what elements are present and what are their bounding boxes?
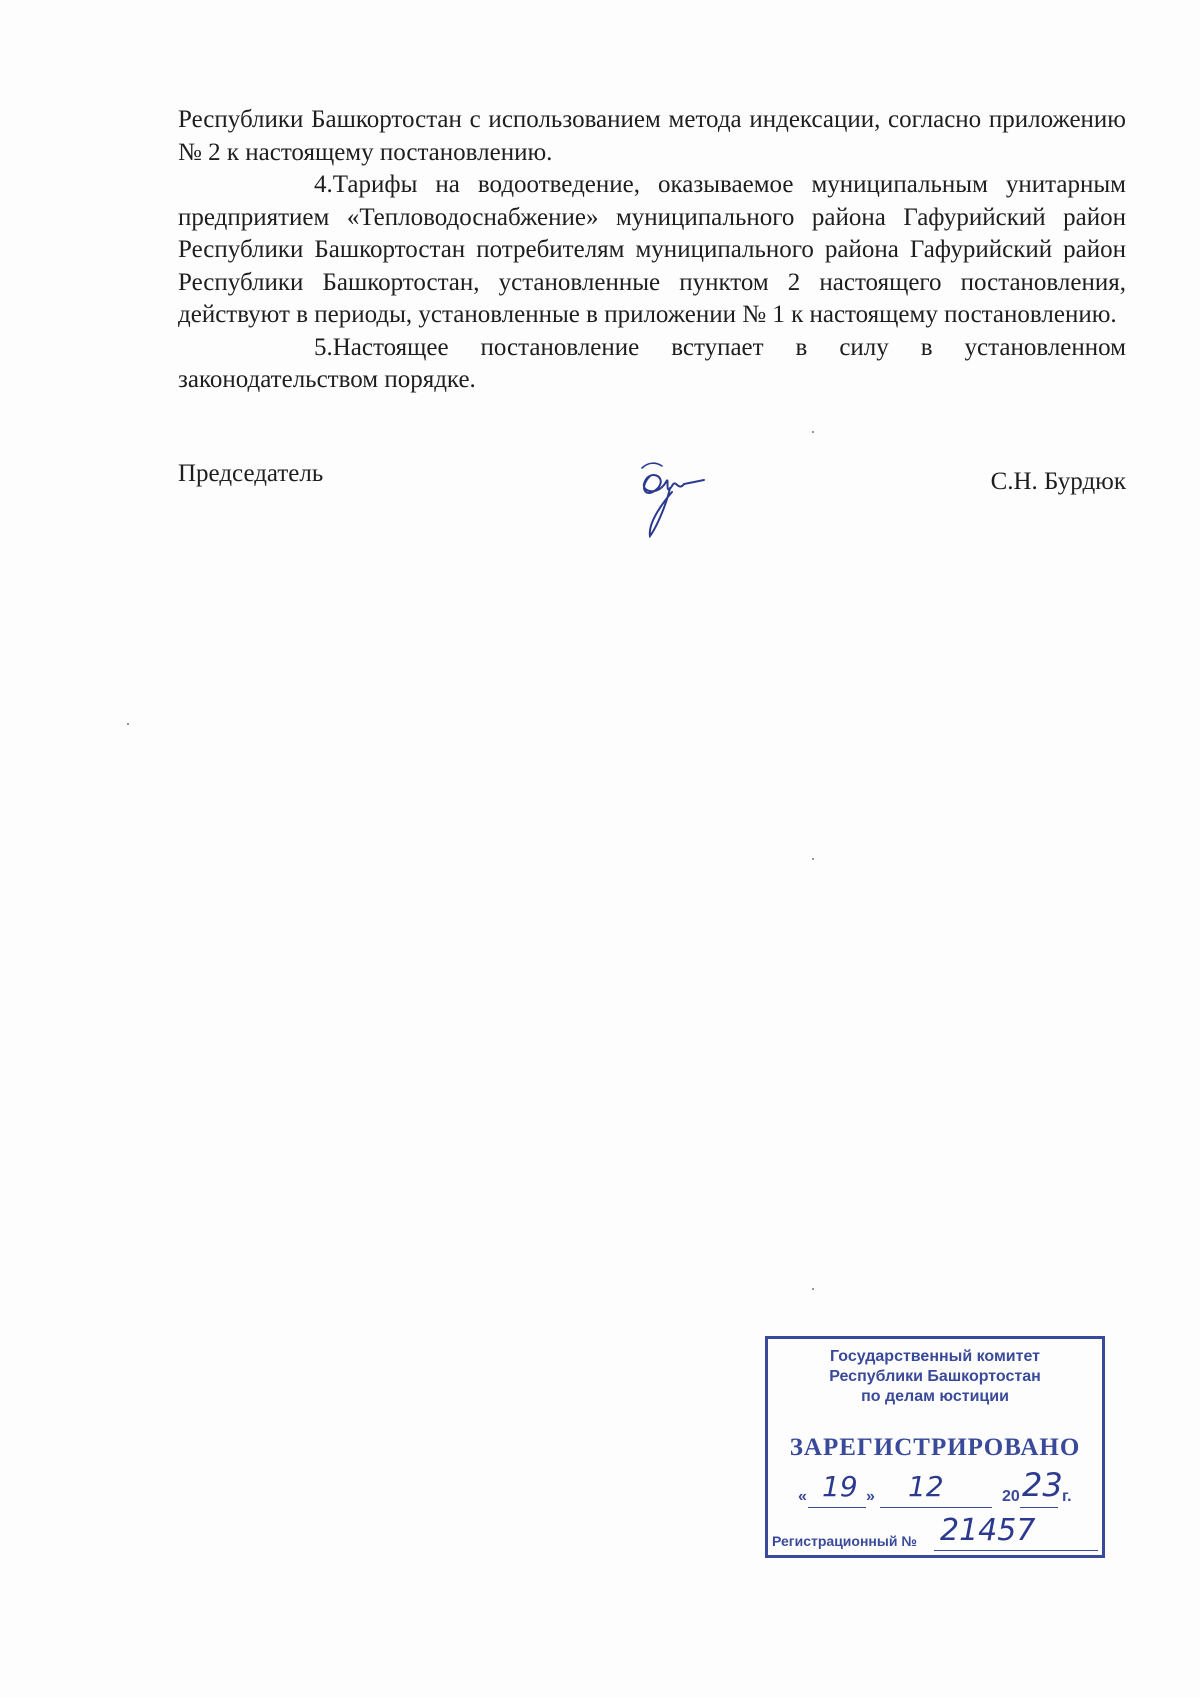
stamp-day-underline xyxy=(808,1507,866,1508)
stamp-date xyxy=(798,1466,1088,1510)
stamp-reg-number-handwritten: 21457 xyxy=(940,1513,1036,1548)
paragraph-5-text: Настоящее постановление вступает в силу в установленном законодательством порядке. xyxy=(178,333,1126,393)
stamp-reg-label: Регистрационный № xyxy=(772,1533,917,1549)
stamp-month-underline xyxy=(880,1507,992,1508)
stamp-month-handwritten: 12 xyxy=(908,1470,944,1503)
paragraph-5 xyxy=(178,332,1126,397)
stamp-reg-underline xyxy=(934,1550,1098,1551)
stamp-org-line-3: по делам юстиции xyxy=(861,1388,1009,1405)
paragraph-4-text: Тарифы на водоотведение, оказываемое муниципальным унитарным предприятием «Тепловодоснабжение» муниципального района Гафурийский район Республики Башкортостан потребителям муниципального района Гафурийский район Республики Башкортостан, установленные пунктом 2 настоящего постановления, действуют в периоды, установленные в приложении № 1 к настоящему постановлению. xyxy=(178,171,1126,328)
registration-stamp xyxy=(765,1336,1105,1558)
stamp-quote-close: » xyxy=(866,1488,875,1505)
document-body xyxy=(178,104,1126,397)
stamp-year-underline xyxy=(1020,1507,1058,1508)
signatory-name: С.Н. Бурдюк xyxy=(990,468,1126,495)
handwritten-signature xyxy=(628,448,708,538)
stamp-year-unit: г. xyxy=(1062,1488,1072,1505)
stamp-year-handwritten: 23 xyxy=(1022,1466,1063,1504)
stamp-year-prefix: 20 xyxy=(1002,1488,1020,1505)
paragraph-4 xyxy=(178,169,1126,332)
signatory-role: Председатель xyxy=(178,460,324,487)
scan-speck xyxy=(127,723,129,725)
stamp-org-line-2: Республики Башкортостан xyxy=(829,1368,1041,1385)
stamp-registration-number xyxy=(772,1513,1102,1555)
stamp-status: ЗАРЕГИСТРИРОВАНО xyxy=(789,1434,1081,1461)
paragraph-5-number: 5. xyxy=(314,333,333,361)
stamp-quote-open: « xyxy=(798,1488,807,1505)
stamp-organization xyxy=(768,1347,1102,1407)
stamp-day-handwritten: 19 xyxy=(822,1470,858,1503)
continuation-paragraph: Республики Башкортостан с использованием метода индексации, согласно приложению № 2 к настоящему постановлению. xyxy=(178,106,1126,166)
paragraph-4-number: 4. xyxy=(314,171,333,198)
scan-speck xyxy=(812,431,814,433)
stamp-org-line-1: Государственный комитет xyxy=(830,1348,1040,1365)
scan-speck xyxy=(812,858,814,860)
scan-speck xyxy=(812,1288,814,1290)
